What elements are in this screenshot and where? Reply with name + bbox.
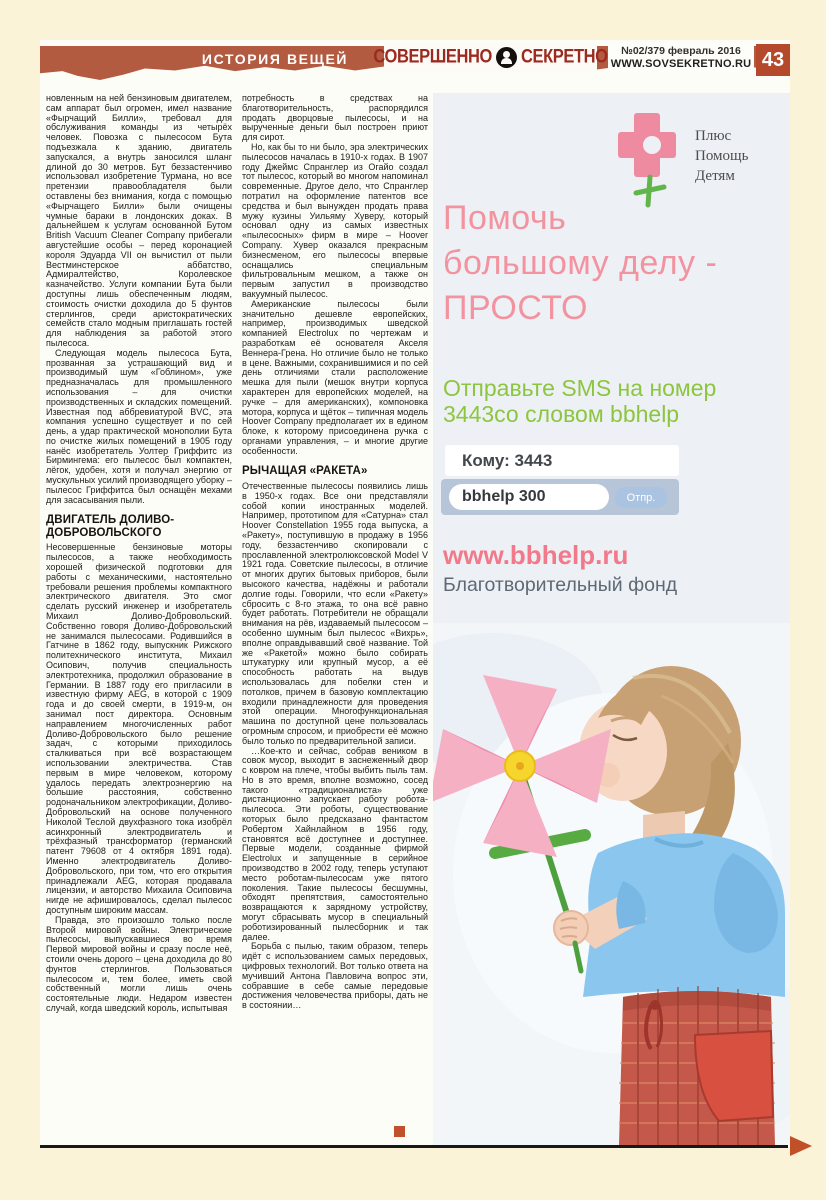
article-paragraph: новленным на ней бензиновым двигателем, сам аппарат был огромен, имел название «Фырчащий Билли», требовал для обслуживания команды из четырёх человек. Повозка с пылесосом Бута подъезжала к зданию, двигатель запускался, а внутрь заносился шланг длиной до 30 метров. Бут беззастенчиво использовал изобретение Турмана, но все претензии правообладателя были оставлены без внимания, когда с помощью «Фырчащего Билли» были очищены чумные бараки в лондонских доках. В дальнейшем к услугам основанной Бутом British Vacuum Cleaner Company прибегали августейшие особы – перед коронацией короля Эдуарда VII он вычистил от пыли Вестминстерское аббатство, Адмиралтейство, Королевское казначейство. Услуги компании Бута были доступны лишь обеспеченным людям, стоимость очистки доходила до 5 фунтов стерлингов, среди аристократических семейств стало модным приглашать гостей для наблюдения за работой этого пылесоса. [46, 94, 232, 348]
issue-box [608, 43, 754, 73]
article-paragraph: …Кое-кто и сейчас, собрав веником в совок мусор, выходит в заснеженный двор с ковром на плече, чтобы выбить пыль там. Но в это время, вполне возможно, сосед такого «традиционалиста» уже дистанционно запускает работу робота-пылесоса. Эти роботы, существование которых было предсказано фантастом Робертом Хайнлайном в 1956 году, становятся всё доступнее и доступнее. Первые модели, созданные фирмой Electrolux и запущенные в серийное производство в 2002 году, теперь уступают место роботам-пылесосам уже пятого поколения. Такие пылесосы бесшумны, обходят препятствия, самостоятельно возвращаются к зарядному устройству, могут сбрасывать мусор в специальный роботизированный пылесборник и так далее. [242, 745, 428, 942]
article-subheading: ДВИГАТЕЛЬ ДОЛИВО-ДОБРОВОЛЬСКОГО [46, 514, 175, 539]
charity-name-line: Помощь [695, 148, 749, 164]
masthead-word-right: СЕКРЕТНО [520, 46, 608, 68]
article-paragraph: Следующая модель пылесоса Бута, прозванная за устрашающий вид и производимый шум «Гоблином», уже предназначалась для промышленного использования – для очистки производственных и складских помещений. Известная под аббревиатурой BVC, эта компания успешно существует и по сей день, а удар практической монополии Бута по очистке жилых помещений в 1905 году нанёс изобретатель Уолтер Гриффитс из Бирмингема: его пылесос был компактен, лёгок, удобен, хотя и получал энергию от мускульных усилий производящего уборку – пылесос Гриффитса был оснащён мехами для засасывания пыли. [46, 347, 232, 505]
issue-number: №02/379 февраль 2016 [621, 45, 741, 57]
article-subheading: РЫЧАЩАЯ «РАКЕТА» [242, 465, 368, 478]
article-paragraph: Но, как бы то ни было, эра электрических пылесосов началась в 1910-х годах. В 1907 году Джеймс Спранглер из Огайо создал тот пылесос, который во многом напоминал современные. Другое дело, что Спранглер потратил на оформление патентов все средства и был вынужден продать права мужу кузины Уильяму Хуверу, который основал одну из самых известных «пылесосных» фирм в мире – Hoover Company. Хувер оказался прекрасным бизнесменом, его пылесосы впервые оснащались специальным фильтровальным мешком, а также он первым запустил в производство вакуумный пылесос. [242, 141, 428, 299]
article-column-2 [242, 94, 428, 1142]
charity-name-line: Детям [695, 168, 735, 184]
bottom-rule [40, 1145, 788, 1148]
charity-fund-label: Благотворительный фонд [443, 574, 678, 596]
article-paragraph: Отечественные пылесосы появились лишь в 1950-х годах. Все они представляли собой копии иностранных моделей. Например, прототипом для «Сатурна» стал Hoover Constellation 1955 года выпуска, а «Ракету», поступившую в продажу в 1956 году, беззастенчиво скопировали с прославленной электролюксовской Model V 1921 года. Советские пылесосы, в отличие от многих других бытовых приборов, были высокого качества, надёжны и работали долгие годы. Говорили, что если «Ракету» сбросить с 8-го этажа, то она всё равно будет работать. Потребители не обращали внимания на рёв, издаваемый пылесосом – особенно шумным был пылесос «Вихрь», вполне оправдывавший своё название. Той же «Ракетой» можно было собирать штукатурку или крупный мусор, а её способность работать на выдув использовалась для побелки стен и потолков, причем в базовую комплектацию входили принадлежности для проведения этой операции. Многофункциональная машина по доступной цене пользовалась огромным спросом, и приобрести её можно было только по предварительной записи. [242, 480, 428, 746]
newspaper-website: WWW.SOVSEKRETNO.RU [610, 58, 752, 70]
charity-name-line: Плюс [695, 128, 732, 144]
charity-url: www.bbhelp.ru [443, 540, 629, 570]
ad-headline-line: ПРОСТО [443, 289, 588, 327]
sms-instruction-line: 3443со словом bbhelp [443, 401, 680, 427]
charity-cross-icon [618, 113, 676, 209]
page-number: 43 [756, 44, 790, 76]
article-paragraph: Правда, это произошло только после Второй мировой войны. Электрические пылесосы, выпускавшиеся во время Первой мировой войны и сразу после неё, стоили очень дорого – цена доходила до 80 фунтов стерлингов. Пользоваться пылесосом и, тем более, иметь свой собственный могли лишь очень состоятельные люди. Недаром известен случай, когда шведский король, испытывая [46, 914, 232, 1013]
article-paragraph: Американские пылесосы были значительно дешевле европейских, например, производимых шведской компанией Electrolux по чертежам и разработкам её основателя Акселя Веннера-Грена. Но отличие было не только в цене. Важными, сохранившимися и по сей день отличиями стали расположение мешка для пыли (мешок внутри корпуса характерен для европейских моделей, на ручке – для американских), компоновка мотора, корпуса и щёток – типичная модель Hoover Company предполагает их в едином блоке, к которому присоединена ручка с органами управления, – и многие другие особенности. [242, 298, 428, 456]
sms-message-input[interactable] [449, 484, 609, 510]
page-turn-arrow-icon [790, 1136, 812, 1156]
article-end-marker [394, 1126, 405, 1137]
charity-ad [433, 93, 790, 1145]
masthead-word-left: СОВЕРШЕННО [373, 46, 492, 68]
child-pinwheel-photo [433, 623, 790, 1145]
sms-send-button[interactable]: Отпр. [615, 487, 667, 508]
ad-headline [443, 196, 717, 331]
article-paragraph: Борьба с пылью, таким образом, теперь идёт с использованием самых передовых, цифровых технологий. Вот только ответа на мучивший Антона Павловича вопрос эти, собравшие в себе самые передовые достижения человечества приборы, дать не в состоянии… [242, 941, 428, 1011]
sms-recipient-value: Кому: 3443 [462, 450, 553, 470]
charity-name [695, 126, 748, 186]
article-paragraph: потребность в средствах на благотворительность, распорядился продать дворцовые пылесосы, и на вырученные деньги был построен приют для сирот. [242, 94, 428, 143]
masthead [373, 43, 608, 72]
sms-instruction-line: Отправьте SMS на номер [443, 375, 717, 401]
masthead-spy-icon [496, 47, 517, 68]
ad-headline-line: большому делу - [443, 244, 718, 282]
ad-headline-line: Помочь [443, 199, 567, 237]
sms-instruction [443, 375, 716, 427]
sms-message-value: bbhelp 300 [462, 488, 546, 505]
sms-compose-bar [441, 479, 679, 515]
article-column-1 [46, 94, 232, 1142]
article-paragraph: Несовершенные бензиновые моторы пылесосов, а также необходимость хорошей физической подготовки для работы с механическими, настоятельно требовали решения проблемы компактного электрического двигателя. Это смог сделать русский инженер и изобретатель Михаил Доливо-Добровольский. Собственно говоря Доливо-Добровольский не занимался пылесосами. Родившийся в Гатчине в 1862 году, выпускник Рижского политехнического института, Михаил Осипович, получив специальность электротехника, продолжил образование в Германии. В 1887 году его пригласили в известную фирму AEG, в которой с 1909 года и до своей смерти, в 1919-м, он занимал пост директора. Основным направлением многочисленных работ Доливо-Добровольского было решение задач, с которыми приходилось сталкиваться при всё возрастающем использовании электричества. Став первым в мире человеком, которому удалось передать электроэнергию на большие расстояния, собственно родоначальником электрофикации, Доливо-Добровольский на основе полученного Николой Теслой двухфазного тока изобрёл асинхронный электродвигатель и трёхфазный трансформатор (германский патент 79608 от 4 октября 1891 года). Именно электродвигатель Доливо-Добровольского, при том, что его открытия принадлежали AEG, которая продавала лицензии, и авторство Михаила Осиповича нигде не афишировалось, сделал пылесос доступным широким массам. [46, 542, 232, 915]
section-title: ИСТОРИЯ ВЕЩЕЙ [201, 51, 349, 67]
sms-recipient-field[interactable] [445, 445, 679, 476]
